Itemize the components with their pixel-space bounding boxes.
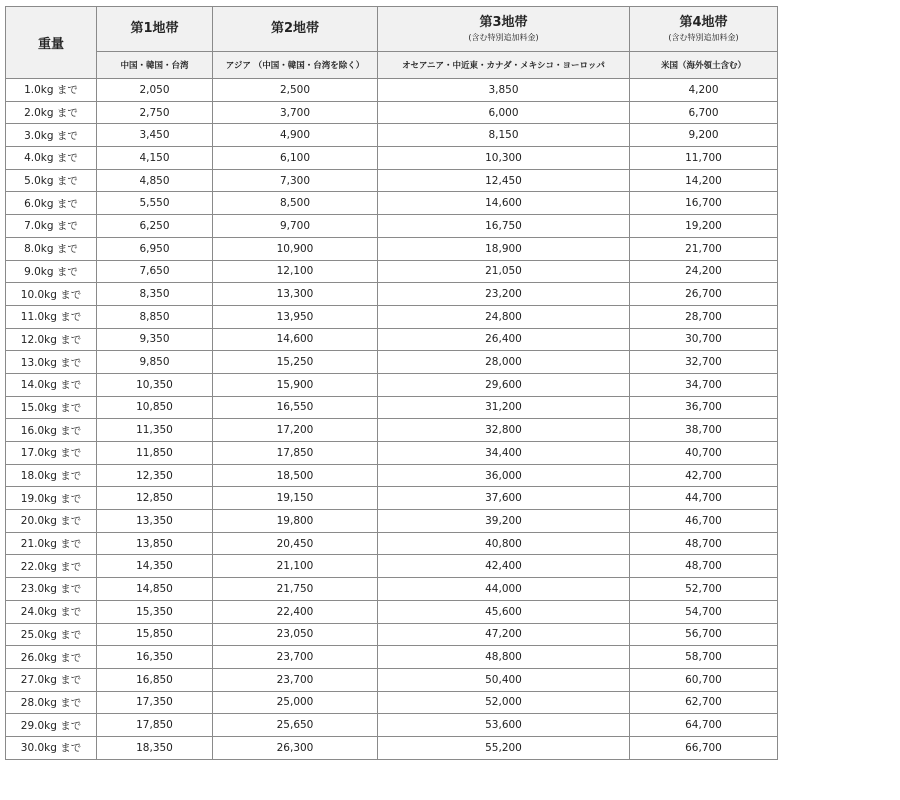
zone-1-rate-cell: 13,350: [97, 510, 213, 533]
zone-2-rate-cell: 13,300: [213, 283, 378, 306]
weight-cell: 19.0kg まで: [6, 487, 97, 510]
weight-cell: 18.0kg まで: [6, 464, 97, 487]
weight-cell: 23.0kg まで: [6, 578, 97, 601]
weight-cell: 22.0kg まで: [6, 555, 97, 578]
zone-3-rate-cell: 3,850: [378, 79, 630, 102]
zone-2-rate-cell: 21,750: [213, 578, 378, 601]
zone-3-rate-cell: 28,000: [378, 351, 630, 374]
zone-4-title: 第4地帯: [679, 14, 728, 30]
zone-4-rate-cell: 32,700: [630, 351, 778, 374]
zone-2-region: アジア （中国・韓国・台湾を除く）: [213, 52, 378, 79]
zone-1-rate-cell: 17,350: [97, 691, 213, 714]
zone-3-title: 第3地帯: [479, 14, 528, 30]
zone-3-rate-cell: 16,750: [378, 215, 630, 238]
table-row: [6, 419, 778, 442]
weight-cell: 14.0kg まで: [6, 373, 97, 396]
zone-3-rate-cell: 29,600: [378, 373, 630, 396]
zone-1-rate-cell: 2,750: [97, 101, 213, 124]
weight-cell: 25.0kg まで: [6, 623, 97, 646]
zone-1-rate-cell: 11,350: [97, 419, 213, 442]
table-row: [6, 600, 778, 623]
zone-4-rate-cell: 9,200: [630, 124, 778, 147]
zone-4-rate-cell: 6,700: [630, 101, 778, 124]
zone-2-title: 第2地帯: [270, 20, 320, 36]
table-row: [6, 691, 778, 714]
zone-3-rate-cell: 26,400: [378, 328, 630, 351]
weight-cell: 17.0kg まで: [6, 442, 97, 465]
zone-2-rate-cell: 19,150: [213, 487, 378, 510]
zone-1-title: 第1地帯: [130, 20, 179, 36]
table-row: [6, 714, 778, 737]
zone-4-rate-cell: 62,700: [630, 691, 778, 714]
table-row: [6, 396, 778, 419]
zone-4-rate-cell: 54,700: [630, 600, 778, 623]
zone-4-rate-cell: 16,700: [630, 192, 778, 215]
zone-1-rate-cell: 12,350: [97, 464, 213, 487]
zone-4-rate-cell: 52,700: [630, 578, 778, 601]
zone-4-rate-cell: 34,700: [630, 373, 778, 396]
zone-1-rate-cell: 10,850: [97, 396, 213, 419]
weight-cell: 2.0kg まで: [6, 101, 97, 124]
weight-cell: 29.0kg まで: [6, 714, 97, 737]
table-row: [6, 668, 778, 691]
zone-2-rate-cell: 12,100: [213, 260, 378, 283]
zone-2-rate-cell: 9,700: [213, 215, 378, 238]
zone-3-rate-cell: 24,800: [378, 305, 630, 328]
table-row: [6, 101, 778, 124]
table-row: [6, 736, 778, 759]
zone-3-rate-cell: 39,200: [378, 510, 630, 533]
table-row: [6, 555, 778, 578]
zone-1-rate-cell: 7,650: [97, 260, 213, 283]
table-row: [6, 510, 778, 533]
zone-3-region: オセアニア・中近東・カナダ・メキシコ・ヨーロッパ: [378, 52, 630, 79]
zone-4-rate-cell: 21,700: [630, 237, 778, 260]
rate-table-body: [6, 79, 778, 760]
zone-4-rate-cell: 11,700: [630, 147, 778, 170]
weight-cell: 1.0kg まで: [6, 79, 97, 102]
table-row: [6, 79, 778, 102]
zone-4-rate-cell: 48,700: [630, 532, 778, 555]
zone-1-rate-cell: 9,850: [97, 351, 213, 374]
table-row: [6, 328, 778, 351]
zone-1-header: [97, 7, 213, 52]
weight-cell: 27.0kg まで: [6, 668, 97, 691]
table-row: [6, 532, 778, 555]
zone-4-rate-cell: 46,700: [630, 510, 778, 533]
zone-4-rate-cell: 26,700: [630, 283, 778, 306]
zone-3-rate-cell: 6,000: [378, 101, 630, 124]
zone-1-rate-cell: 12,850: [97, 487, 213, 510]
zone-3-rate-cell: 44,000: [378, 578, 630, 601]
zone-2-rate-cell: 8,500: [213, 192, 378, 215]
zone-2-rate-cell: 18,500: [213, 464, 378, 487]
table-row: [6, 442, 778, 465]
zone-4-rate-cell: 58,700: [630, 646, 778, 669]
table-row: [6, 373, 778, 396]
zone-1-rate-cell: 8,850: [97, 305, 213, 328]
zone-2-rate-cell: 3,700: [213, 101, 378, 124]
zone-2-rate-cell: 15,900: [213, 373, 378, 396]
zone-1-rate-cell: 16,850: [97, 668, 213, 691]
zone-header-row: [6, 7, 778, 52]
table-row: [6, 464, 778, 487]
table-row: [6, 124, 778, 147]
zone-3-rate-cell: 48,800: [378, 646, 630, 669]
zone-3-rate-cell: 8,150: [378, 124, 630, 147]
zone-4-rate-cell: 14,200: [630, 169, 778, 192]
zone-4-rate-cell: 56,700: [630, 623, 778, 646]
table-row: [6, 623, 778, 646]
zone-4-rate-cell: 42,700: [630, 464, 778, 487]
zone-2-rate-cell: 7,300: [213, 169, 378, 192]
weight-cell: 13.0kg まで: [6, 351, 97, 374]
zone-4-rate-cell: 30,700: [630, 328, 778, 351]
zone-4-rate-cell: 66,700: [630, 736, 778, 759]
weight-cell: 16.0kg まで: [6, 419, 97, 442]
zone-3-rate-cell: 31,200: [378, 396, 630, 419]
zone-3-rate-cell: 18,900: [378, 237, 630, 260]
zone-1-rate-cell: 15,350: [97, 600, 213, 623]
zone-1-rate-cell: 13,850: [97, 532, 213, 555]
zone-4-rate-cell: 40,700: [630, 442, 778, 465]
table-row: [6, 169, 778, 192]
zone-3-rate-cell: 50,400: [378, 668, 630, 691]
zone-2-rate-cell: 23,700: [213, 646, 378, 669]
zone-4-rate-cell: 4,200: [630, 79, 778, 102]
weight-cell: 30.0kg まで: [6, 736, 97, 759]
zone-4-rate-cell: 48,700: [630, 555, 778, 578]
zone-1-rate-cell: 9,350: [97, 328, 213, 351]
zone-1-rate-cell: 4,150: [97, 147, 213, 170]
weight-cell: 12.0kg まで: [6, 328, 97, 351]
zone-4-rate-cell: 28,700: [630, 305, 778, 328]
zone-3-rate-cell: 40,800: [378, 532, 630, 555]
zone-3-rate-cell: 45,600: [378, 600, 630, 623]
weight-cell: 5.0kg まで: [6, 169, 97, 192]
zone-2-rate-cell: 22,400: [213, 600, 378, 623]
zone-3-rate-cell: 53,600: [378, 714, 630, 737]
zone-2-rate-cell: 26,300: [213, 736, 378, 759]
zone-2-rate-cell: 25,650: [213, 714, 378, 737]
zone-2-rate-cell: 17,850: [213, 442, 378, 465]
zone-2-rate-cell: 23,700: [213, 668, 378, 691]
zone-4-rate-cell: 36,700: [630, 396, 778, 419]
table-row: [6, 305, 778, 328]
zone-1-rate-cell: 10,350: [97, 373, 213, 396]
zone-3-rate-cell: 32,800: [378, 419, 630, 442]
zone-3-header: [378, 7, 630, 52]
zone-2-rate-cell: 20,450: [213, 532, 378, 555]
zone-2-rate-cell: 19,800: [213, 510, 378, 533]
zone-3-rate-cell: 55,200: [378, 736, 630, 759]
weight-cell: 21.0kg まで: [6, 532, 97, 555]
zone-1-rate-cell: 16,350: [97, 646, 213, 669]
zone-1-rate-cell: 11,850: [97, 442, 213, 465]
zone-2-rate-cell: 2,500: [213, 79, 378, 102]
table-row: [6, 147, 778, 170]
zone-4-rate-cell: 19,200: [630, 215, 778, 238]
zone-1-rate-cell: 15,850: [97, 623, 213, 646]
shipping-rate-table: [5, 6, 778, 760]
zone-4-rate-cell: 38,700: [630, 419, 778, 442]
zone-2-rate-cell: 13,950: [213, 305, 378, 328]
zone-2-rate-cell: 4,900: [213, 124, 378, 147]
zone-1-rate-cell: 6,250: [97, 215, 213, 238]
weight-cell: 15.0kg まで: [6, 396, 97, 419]
zone-2-rate-cell: 17,200: [213, 419, 378, 442]
zone-3-rate-cell: 14,600: [378, 192, 630, 215]
zone-4-note: (含む特別追加料金): [668, 32, 739, 42]
zone-2-rate-cell: 21,100: [213, 555, 378, 578]
table-row: [6, 578, 778, 601]
weight-cell: 4.0kg まで: [6, 147, 97, 170]
table-row: [6, 646, 778, 669]
zone-4-region: 米国（海外領土含む）: [630, 52, 778, 79]
zone-4-rate-cell: 24,200: [630, 260, 778, 283]
zone-1-rate-cell: 17,850: [97, 714, 213, 737]
zone-2-rate-cell: 16,550: [213, 396, 378, 419]
weight-cell: 10.0kg まで: [6, 283, 97, 306]
zone-3-rate-cell: 37,600: [378, 487, 630, 510]
zone-2-rate-cell: 23,050: [213, 623, 378, 646]
zone-3-rate-cell: 23,200: [378, 283, 630, 306]
zone-1-rate-cell: 14,850: [97, 578, 213, 601]
table-row: [6, 237, 778, 260]
zone-2-rate-cell: 25,000: [213, 691, 378, 714]
zone-1-rate-cell: 8,350: [97, 283, 213, 306]
table-row: [6, 192, 778, 215]
table-row: [6, 283, 778, 306]
zone-3-rate-cell: 47,200: [378, 623, 630, 646]
zone-1-rate-cell: 5,550: [97, 192, 213, 215]
zone-1-rate-cell: 3,450: [97, 124, 213, 147]
zone-1-rate-cell: 18,350: [97, 736, 213, 759]
zone-4-rate-cell: 64,700: [630, 714, 778, 737]
zone-3-rate-cell: 34,400: [378, 442, 630, 465]
zone-1-rate-cell: 4,850: [97, 169, 213, 192]
zone-3-rate-cell: 42,400: [378, 555, 630, 578]
zone-2-header: [213, 7, 378, 52]
zone-1-rate-cell: 14,350: [97, 555, 213, 578]
zone-1-region: 中国・韓国・台湾: [97, 52, 213, 79]
weight-cell: 20.0kg まで: [6, 510, 97, 533]
zone-2-rate-cell: 6,100: [213, 147, 378, 170]
weight-cell: 9.0kg まで: [6, 260, 97, 283]
weight-column-header: 重量: [6, 7, 97, 79]
weight-cell: 11.0kg まで: [6, 305, 97, 328]
weight-cell: 3.0kg まで: [6, 124, 97, 147]
weight-cell: 7.0kg まで: [6, 215, 97, 238]
weight-cell: 6.0kg まで: [6, 192, 97, 215]
weight-cell: 28.0kg まで: [6, 691, 97, 714]
zone-3-rate-cell: 52,000: [378, 691, 630, 714]
zone-4-rate-cell: 44,700: [630, 487, 778, 510]
region-header-row: [6, 52, 778, 79]
zone-3-rate-cell: 10,300: [378, 147, 630, 170]
weight-cell: 8.0kg まで: [6, 237, 97, 260]
zone-2-rate-cell: 10,900: [213, 237, 378, 260]
weight-cell: 24.0kg まで: [6, 600, 97, 623]
zone-3-rate-cell: 12,450: [378, 169, 630, 192]
zone-1-rate-cell: 6,950: [97, 237, 213, 260]
table-row: [6, 487, 778, 510]
zone-3-note: (含む特別追加料金): [468, 32, 539, 42]
table-row: [6, 215, 778, 238]
table-row: [6, 351, 778, 374]
zone-4-rate-cell: 60,700: [630, 668, 778, 691]
zone-3-rate-cell: 21,050: [378, 260, 630, 283]
zone-3-rate-cell: 36,000: [378, 464, 630, 487]
weight-cell: 26.0kg まで: [6, 646, 97, 669]
zone-4-header: [630, 7, 778, 52]
zone-2-rate-cell: 15,250: [213, 351, 378, 374]
zone-2-rate-cell: 14,600: [213, 328, 378, 351]
zone-1-rate-cell: 2,050: [97, 79, 213, 102]
table-row: [6, 260, 778, 283]
